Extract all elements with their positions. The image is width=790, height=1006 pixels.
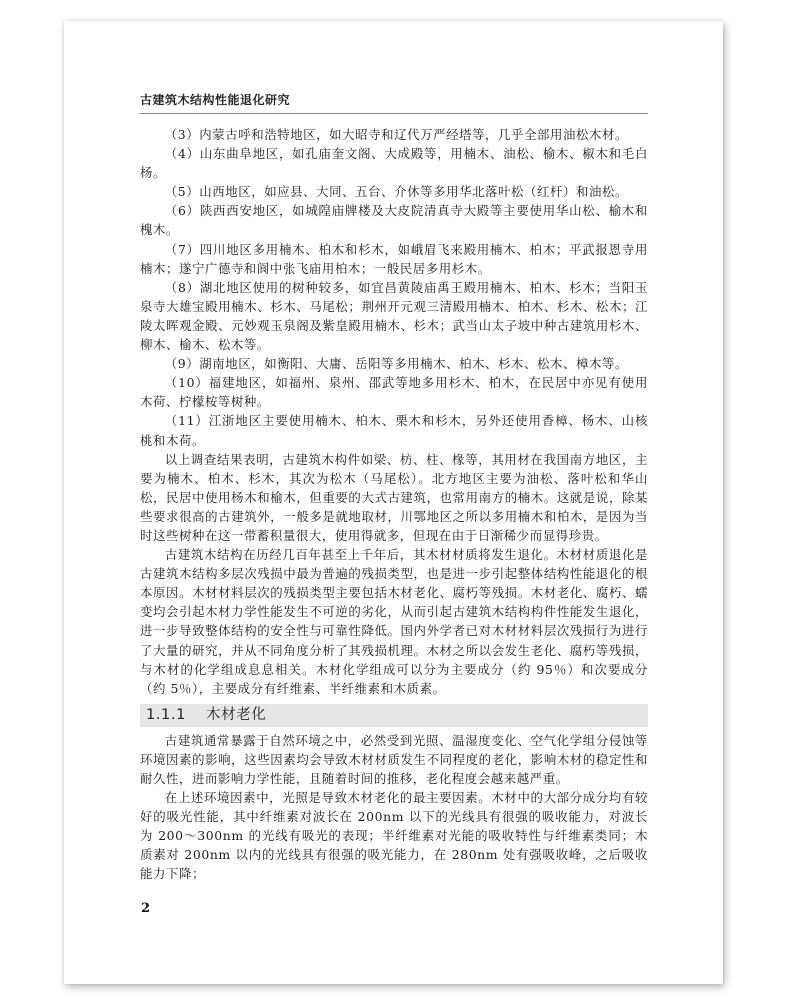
paragraph-light-absorption: 在上述环境因素中，光照是导致木材老化的最主要因素。木材中的大部分成分均有较好的吸光性能，其中纤维素对波长在 200nm 以下的光线具有很强的吸收能力，对波长为 200～300nm 的光线有吸光的表现；半纤维素对光能的吸收特性与纤维素类同；木质素对 200nm 以内的光线具有很强的吸光能力，在 280nm 处有强吸收峰，之后吸收能力下降； bbox=[140, 790, 648, 882]
running-head: 古建筑木结构性能退化研究 bbox=[140, 91, 648, 114]
book-page bbox=[64, 21, 723, 984]
paragraph-region-7: （7）四川地区多用楠木、柏木和杉木，如峨眉飞来殿用楠木、柏木；平武报恩寺用楠木；遂宁广德寺和阆中张飞庙用柏木；一般民居多用杉木。 bbox=[140, 241, 648, 276]
section-title: 木材老化 bbox=[206, 706, 267, 723]
paragraph-region-11: （11）江浙地区主要使用楠木、柏木、栗木和杉木，另外还使用香樟、杨木、山核桃和木荷。 bbox=[140, 413, 648, 448]
section-number: 1.1.1 bbox=[146, 706, 186, 723]
paragraph-region-6: （6）陕西西安地区，如城隍庙牌楼及大皮院清真寺大殿等主要使用华山松、榆木和槐木。 bbox=[140, 203, 648, 238]
body-text bbox=[140, 125, 648, 884]
paragraph-region-4: （4）山东曲阜地区，如孔庙奎文阁、大成殿等，用楠木、油松、榆木、椒木和毛白杨。 bbox=[140, 146, 648, 181]
section-heading bbox=[140, 704, 648, 727]
paragraph-region-5: （5）山西地区，如应县、大同、五台、介休等多用华北落叶松（红杆）和油松。 bbox=[164, 184, 628, 200]
paragraph-environment: 古建筑通常暴露于自然环境之中，必然受到光照、温湿度变化、空气化学组分侵蚀等环境因素的影响，这些因素均会导致木材材质发生不同程度的老化，影响木材的稳定性和耐久性，进而影响力学性能，且随着时间的推移，老化程度会越来越严重。 bbox=[140, 732, 648, 786]
paragraph-survey-summary: 以上调查结果表明，古建筑木构件如梁、枋、柱、椽等，其用材在我国南方地区，主要为楠木、柏木、杉木，其次为松木（马尾松）。北方地区主要为油松、落叶松和华山松，民居中使用杨木和榆木，但重要的大式古建筑，也常用南方的楠木。这就是说，除某些要求很高的古建筑外，一般多是就地取材，川鄂地区之所以多用楠木和柏木，是因为当时这些树种在这一带蓄积量很大，使用得就多，但现在由于日渐稀少而显得珍贵。 bbox=[140, 451, 648, 543]
paragraph-region-8: （8）湖北地区使用的树种较多，如宜昌黄陵庙禹王殿用楠木、柏木、杉木；当阳玉泉寺大雄宝殿用楠木、杉木、马尾松；荆州开元观三清殿用楠木、柏木、杉木、松木；江陵太晖观金殿、元妙观玉泉阁及紫皇殿用楠木、杉木；武当山太子坡中种古建筑用杉木、柳木、榆木、松木等。 bbox=[140, 279, 648, 353]
paragraph-region-10: （10）福建地区，如福州、泉州、邵武等地多用杉木、柏木，在民居中亦见有使用木荷、柠檬桉等树种。 bbox=[140, 375, 648, 410]
paragraph-material-degradation: 古建筑木结构在历经几百年甚至上千年后，其木材材质将发生退化。木材材质退化是古建筑木结构多层次残损中最为普遍的残损类型，也是进一步引起整体结构性能退化的根本原因。木材材料层次的残损类型主要包括木材老化、腐朽等残损。木材老化、腐朽、蠕变均会引起木材力学性能发生不可逆的劣化，从而引起古建筑木结构构件性能发生退化，进一步导致整体结构的安全性与可靠性降低。国内外学者已对木材材料层次残损行为进行了大量的研究，并从不同角度分析了其残损机理。木材之所以会发生老化、腐朽等残损，与木材的化学组成息息相关。木材化学组成可以分为主要成分（约 95％）和次要成分（约 5％），主要成分有纤维素、半纤维素和木质素。 bbox=[140, 547, 648, 696]
paragraph-region-9: （9）湖南地区，如衡阳、大庸、岳阳等多用楠木、柏木、杉木、松木、樟木等。 bbox=[164, 356, 628, 372]
paragraph-region-3: （3）内蒙古呼和浩特地区，如大昭寺和辽代万严经塔等，几乎全部用油松木材。 bbox=[164, 127, 628, 142]
page-number: 2 bbox=[141, 901, 151, 916]
